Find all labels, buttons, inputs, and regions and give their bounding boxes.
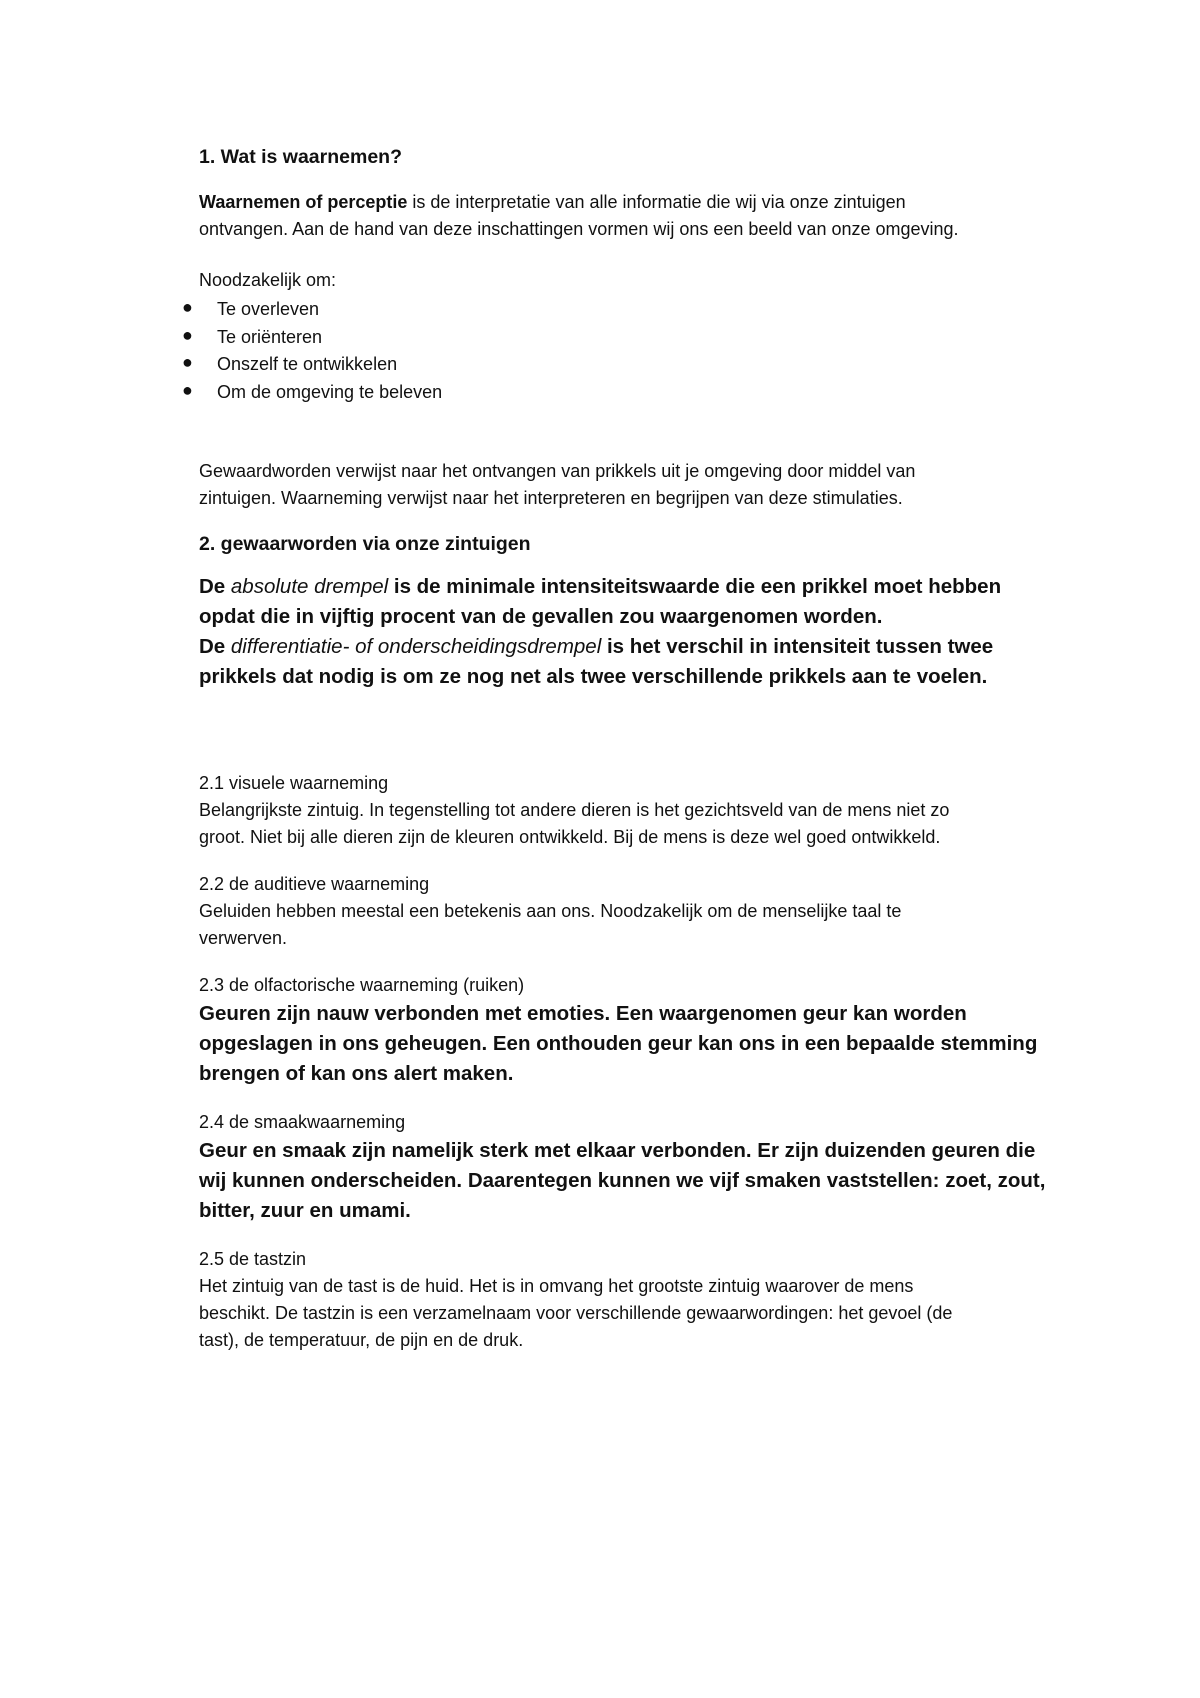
subsection-2-1-text: Belangrijkste zintuig. In tegenstelling tot andere dieren is het gezichtsveld van de mens niet zo groot. Niet bij alle dieren zijn de kleuren ontwikkeld. Bij de mens is deze wel goed ontwikkeld. [199,800,950,847]
definition-text-line2: ontvangen. Aan de hand van deze inschattingen vormen wij ons een beeld van onze omgeving. [199,219,959,239]
list-item: ● Om de omgeving te beleven [182,379,443,402]
list-intro: Noodzakelijk om: [199,270,337,290]
document-content [182,143,1079,1354]
subsection-2-2-title: 2.2 de auditieve waarneming [199,874,430,894]
subsection-2-3-text: Geuren zijn nauw verbonden met emoties. Een waargenomen geur kan worden opgeslagen in ons geheugen. Een onthouden geur kan ons in een bepaalde stemming brengen of kan ons alert maken. [199,1002,1038,1085]
subsection-2-1-title: 2.1 visuele waarneming [199,773,389,793]
perception-paragraph: Gewaardworden verwijst naar het ontvangen van prikkels uit je omgeving door middel van zintuigen. Waarneming verwijst naar het interpreteren en begrijpen van deze stimulaties. [199,461,916,508]
threshold-paragraph: De absolute drempel is de minimale intensiteitswaarde die een prikkel moet hebben opdat die in vijftig procent van de gevallen zou waargenomen worden. De differentiatie- of onderscheidingsdrempel is het verschil in intensiteit tussen twee prikkels dat nodig is om ze nog net als twee verschillende prikkels aan te voelen. [199,575,1002,688]
absolute-threshold-term: absolute drempel [230,575,389,598]
subsection-2-3-title: 2.3 de olfactorische waarneming (ruiken) [199,975,525,995]
definition-text-line1: is de interpretatie van alle informatie die wij via onze zintuigen [407,192,906,212]
list-item: ● Onszelf te ontwikkelen [182,352,398,374]
list-item: ● Te oriënteren [182,324,323,347]
subsection-2-2-text: Geluiden hebben meestal een betekenis aan ons. Noodzakelijk om de menselijke taal te verwerven. [199,901,902,948]
definition-term: Waarnemen of perceptie [199,192,408,212]
bullet-icon: ● [182,297,193,317]
differentiation-threshold-term: differentiatie- of onderscheidingsdrempel [230,635,602,658]
subsection-2-4-text: Geur en smaak zijn namelijk sterk met elkaar verbonden. Er zijn duizenden geuren die wij kunnen onderscheiden. Daarentegen kunnen we vijf smaken vaststellen: zoet, zout, bitter, zuur en umami. [199,1139,1046,1222]
subsection-2-5-text: Het zintuig van de tast is de huid. Het is in omvang het grootste zintuig waarover de mens beschikt. De tastzin is een verzamelnaam voor verschillende gewaarwordingen: het gevoel (de tast), de temperatuur, de pijn en de druk. [199,1276,953,1350]
bullet-icon: ● [182,379,193,400]
list-item: ● Te overleven [182,297,320,319]
bullet-icon: ● [182,324,193,345]
section-1-heading: 1. Wat is waarnemen? [199,146,403,168]
necessity-list [182,296,1079,406]
definition-paragraph [199,189,1079,243]
section-2-heading: 2. gewaarworden via onze zintuigen [199,533,531,555]
subsection-2-4-title: 2.4 de smaakwaarneming [199,1112,406,1132]
bullet-icon: ● [182,352,193,372]
subsection-2-5-title: 2.5 de tastzin [199,1249,307,1269]
